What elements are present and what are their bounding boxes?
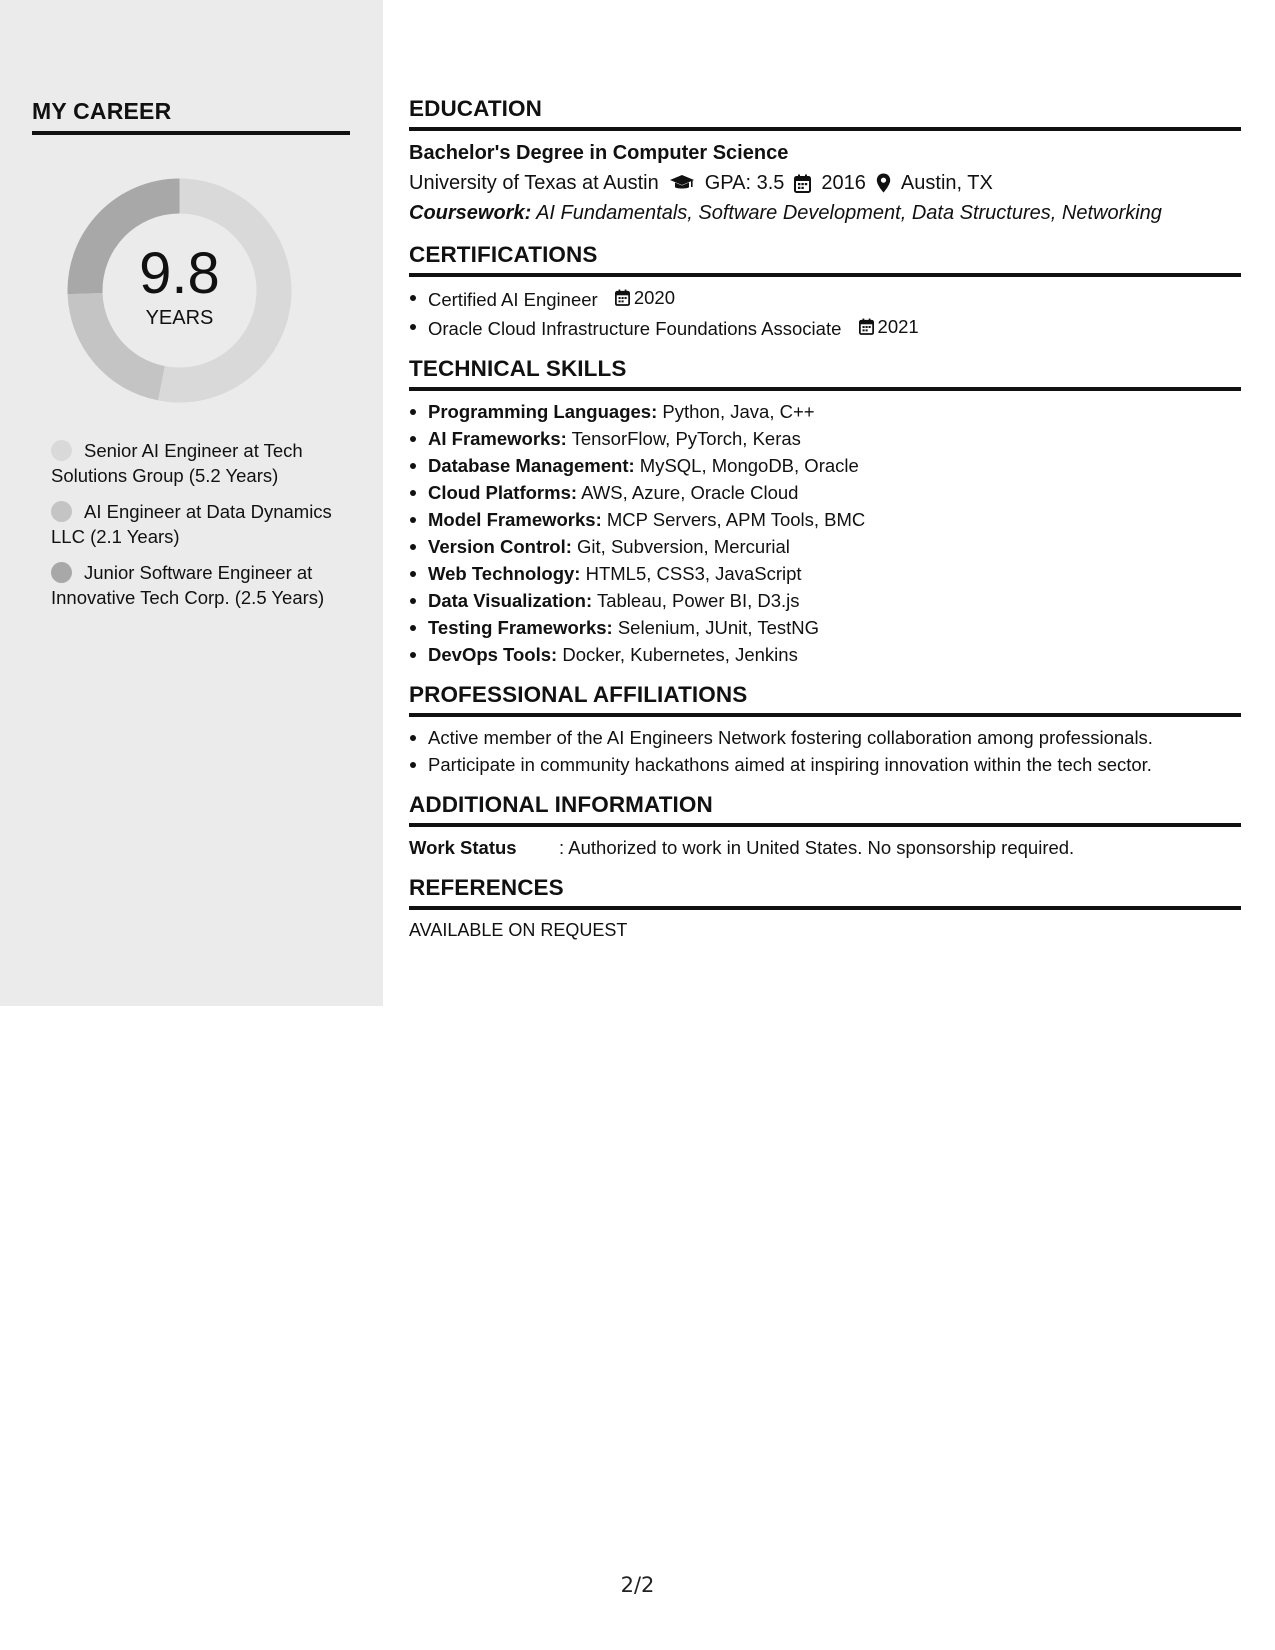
certification-date: [615, 284, 675, 311]
skill-label: AI Frameworks:: [428, 428, 567, 449]
section-title: EDUCATION: [409, 96, 1241, 131]
list-item: [409, 398, 1241, 425]
certification-list: [409, 284, 1241, 342]
skill-value: Selenium, JUnit, TestNG: [617, 617, 820, 638]
career-sidebar: [0, 0, 383, 1006]
certification-year: 2020: [633, 287, 675, 308]
references-text: AVAILABLE ON REQUEST: [409, 920, 628, 940]
work-status-row: [409, 834, 1241, 861]
career-title: MY CAREER: [32, 98, 350, 135]
skill-value: AWS, Azure, Oracle Cloud: [581, 482, 799, 503]
skill-label: Web Technology:: [428, 563, 581, 584]
calendar-icon: [859, 318, 874, 335]
skills-section: [409, 356, 1241, 668]
work-status-label: Work Status: [409, 837, 517, 858]
list-item: Participate in community hackathons aimed at inspiring innovation within the tech sector.: [409, 751, 1241, 778]
legend-dot: [51, 440, 72, 461]
total-years-value: 9.8: [139, 241, 220, 306]
location-pin-icon: [876, 173, 891, 193]
skill-value: Git, Subversion, Mercurial: [577, 536, 790, 557]
calendar-icon: [615, 289, 630, 306]
coursework-list: AI Fundamentals, Software Development, Data Structures, Networking: [536, 202, 1162, 224]
legend-dot: [51, 501, 72, 522]
skill-value: MCP Servers, APM Tools, BMC: [606, 509, 866, 530]
section-title: CERTIFICATIONS: [409, 242, 1241, 277]
skill-label: Database Management:: [428, 455, 635, 476]
coursework: [409, 198, 1241, 228]
career-donut-chart: [67, 178, 292, 403]
additional-info-section: [409, 792, 1241, 861]
list-item: [409, 425, 1241, 452]
list-item: [409, 560, 1241, 587]
gpa: GPA: 3.5: [704, 172, 785, 194]
legend-label: Junior Software Engineer at Innovative Tech Corp. (2.5 Years): [51, 562, 325, 608]
legend-label: Senior AI Engineer at Tech Solutions Group (5.2 Years): [51, 440, 303, 486]
work-status-value: : Authorized to work in United States. No sponsorship required.: [559, 837, 1075, 858]
skill-label: Data Visualization:: [428, 590, 593, 611]
page-number: 2/2: [620, 1573, 655, 1597]
list-item: [409, 479, 1241, 506]
certification-year: 2021: [877, 316, 919, 337]
skill-value: Docker, Kubernetes, Jenkins: [562, 644, 798, 665]
list-item: [409, 284, 1241, 313]
list-item: [409, 641, 1241, 668]
list-item: [409, 452, 1241, 479]
section-title: PROFESSIONAL AFFILIATIONS: [409, 682, 1241, 717]
list-item: Active member of the AI Engineers Network fostering collaboration among professionals.: [409, 724, 1241, 751]
skill-label: Testing Frameworks:: [428, 617, 613, 638]
legend-item: [51, 438, 351, 488]
degree-title: Bachelor's Degree in Computer Science: [409, 142, 789, 164]
skill-label: Cloud Platforms:: [428, 482, 578, 503]
affiliations-list: [409, 724, 1241, 778]
calendar-icon: [794, 174, 811, 193]
certifications-section: [409, 242, 1241, 342]
list-item: [409, 506, 1241, 533]
coursework-label: Coursework:: [409, 202, 532, 224]
legend-dot: [51, 562, 72, 583]
certification-name: Oracle Cloud Infrastructure Foundations Associate: [428, 318, 842, 339]
graduation-cap-icon: [669, 174, 695, 192]
legend-label: AI Engineer at Data Dynamics LLC (2.1 Years): [51, 501, 332, 547]
school-location: Austin, TX: [900, 172, 993, 194]
education-details: [409, 168, 1241, 198]
list-item: [409, 587, 1241, 614]
skill-value: Python, Java, C++: [662, 401, 815, 422]
main-content: [409, 96, 1241, 958]
section-title: ADDITIONAL INFORMATION: [409, 792, 1241, 827]
section-title: REFERENCES: [409, 875, 1241, 910]
graduation-year: 2016: [821, 172, 866, 194]
list-item: [409, 313, 1241, 342]
skill-value: Tableau, Power BI, D3.js: [596, 590, 800, 611]
total-years-unit: YEARS: [145, 307, 214, 329]
legend-item: [51, 499, 351, 549]
skill-label: Programming Languages:: [428, 401, 658, 422]
donut-center: [67, 178, 292, 403]
skill-value: MySQL, MongoDB, Oracle: [639, 455, 859, 476]
certification-date: [859, 313, 919, 340]
affiliations-section: [409, 682, 1241, 778]
skill-label: Model Frameworks:: [428, 509, 602, 530]
skill-label: DevOps Tools:: [428, 644, 558, 665]
section-title: TECHNICAL SKILLS: [409, 356, 1241, 391]
certification-name: Certified AI Engineer: [428, 289, 598, 310]
list-item: [409, 533, 1241, 560]
education-section: [409, 96, 1241, 228]
school-name: University of Texas at Austin: [409, 172, 659, 194]
references-section: [409, 875, 1241, 944]
skills-list: [409, 398, 1241, 668]
skill-value: TensorFlow, PyTorch, Keras: [571, 428, 801, 449]
skill-label: Version Control:: [428, 536, 572, 557]
skill-value: HTML5, CSS3, JavaScript: [585, 563, 802, 584]
legend-item: [51, 560, 351, 610]
list-item: [409, 614, 1241, 641]
career-legend: [51, 438, 351, 621]
